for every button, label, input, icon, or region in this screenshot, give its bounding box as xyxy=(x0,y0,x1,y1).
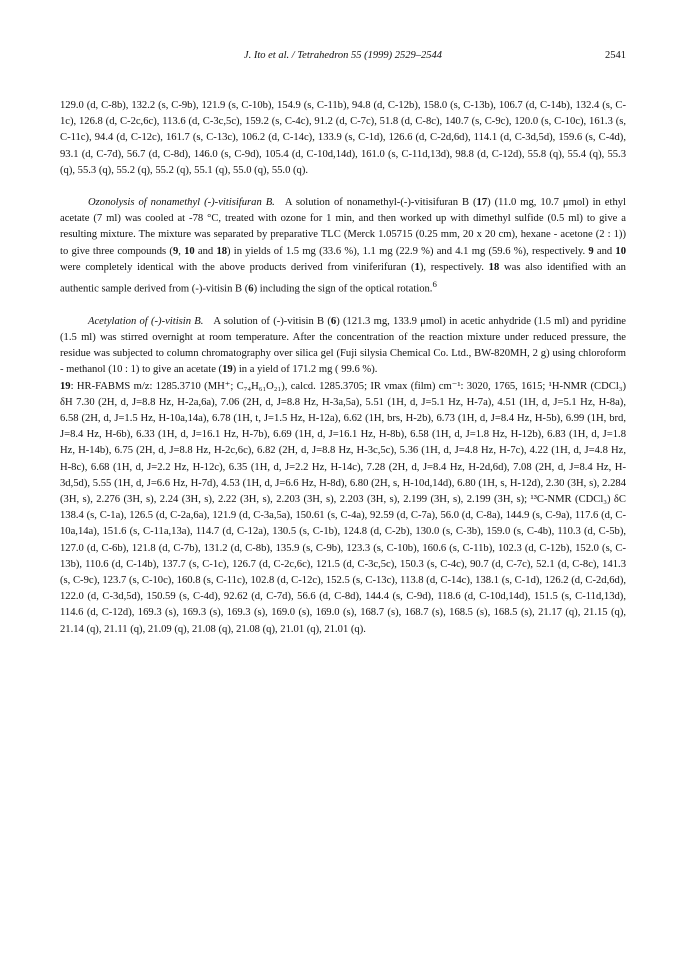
acetylation-text: ) (121.3 mg, 133.9 μmol) in acetic anhydride (1.5 ml) and pyridine (1.5 ml) was stirred overnight at room temperature. After the concentration of the reaction mixture under reduced pressure, the residue was subjected to column chromatography over silica gel (Fuji silysia Chemical Co. Ltd., BW-820MH, 2 g) using chloroform - methanol (10 : 1) to give an acetate ( xyxy=(60,315,627,376)
ozonolysis-text: ) (11.0 mg, 10.7 μmol) in ethyl acetate (7 ml) was cooled at -78 °C, treated with ozone for 1 min, and then worked up with dimethyl sulfide (0.5 ml) to give a resulting mixture. The mixture was separated by preparative TLC (Merck 1.05715 (0.25 mm, 20 x 20 cm), hexane - acetone (2 : 1)) to give three compounds ( xyxy=(60,197,626,257)
compound-ref: 18 xyxy=(488,261,500,273)
compound-ref: 9 xyxy=(172,245,179,257)
spectral-data: : HR-FABMS m/z: 1285.3710 (MH⁺; C₇₄H₆₁O₂₁), calcd. 1285.3705; IR νmax (film) cm⁻¹: 3020, 1765, 1615; ¹H-NMR (CDCl₃) δH 7.30 (2H, d, J=8.8 Hz, H-2a,6a), 7.06 (2H, d, J=8.8 Hz, H-3a,5a), 5.51 (1H, d, J=5.1 Hz, H-7a), 4.51 (1H, d, J=5.1 Hz, H-8a), 6.58 (2H, d, J=1.5 Hz, H-10a,14a), 6.78 (1H, t, J=1.5 Hz, H-12a), 6.62 (1H, brs, H-2b), 6.73 (1H, d, J=8.4 Hz, H-5b), 6.99 (1H, brd, J=8.4 Hz, H-6b), 6.33 (1H, d, J=16.1 Hz, H-7b), 6.69 (1H, d, J=16.1 Hz, H-8b), 6.58 (1H, d, J=1.8 Hz, H-12b), 6.83 (1H, d, J=1.8 Hz, H-14b), 6.75 (2H, d, J=8.8 Hz, H-2c,6c), 6.82 (2H, d, J=8.8 Hz, H-3c,5c), 5.36 (1H, d, J=4.8 Hz, H-7c), 4.22 (1H, d, J=4.8 Hz, H-8c), 6.68 (1H, d, J=2.2 Hz, H-12c), 6.35 (1H, d, J=2.2 Hz, H-14c), 7.28 (2H, d, J=8.4 Hz, H-2d,6d), 7.08 (2H, d, J=8.4 Hz, H-3d,5d), 5.55 (1H, d, J=6.6 Hz, H-7d), 4.53 (1H, d, J=6.6 Hz, H-8d), 6.80 (2H, s, H-10d,14d), 6.80 (1H, s, H-12d), 2.30 (3H, s), 2.284 (3H, s), 2.276 (3H, s), 2.24 (3H, s), 2.22 (3H, s), 2.203 (3H, s), 2.203 (3H, s), 2.199 (3H, s), 2.199 (3H, s); ¹³C-NMR (CDCl₃) δC 138.4 (s, C-1a), 126.5 (d, C-2a,6a), 121.9 (d, C-3a,5a), 150.61 (s, C-4a), 92.59 (d, C-7a), 56.0 (d, C-8a), 144.9 (s, C-9a), 117.6 (d, C-10a,14a), 151.6 (s, C-11a,13a), 114.7 (d, C-12a), 130.5 (s, C-1b), 124.8 (d, C-2b), 130.0 (s, C-3b), 159.0 (s, C-4b), 110.3 (d, C-5b), 127.0 (d, C-6b), 121.8 (d, C-7b), 131.2 (d, C-8b), 135.9 (s, C-9b), 123.3 (s, C-10b), 160.6 (s, C-11b), 102.3 (d, C-12b), 152.0 (s, C-13b), 110.6 (d, C-14b), 137.7 (s, C-1c), 126.7 (d, C-2c,6c), 121.5 (d, C-3c,5c), 150.3 (s, C-4c), 90.7 (d, C-7c), 52.1 (d, C-8c), 141.3 (s, C-9c), 123.7 (s, C-10c), 160.8 (s, C-11c), 102.8 (d, C-12c), 152.5 (s, C-13c), 113.8 (d, C-14c), 138.1 (s, C-1d), 126.2 (d, C-2d,6d), 122.0 (d, C-3d,5d), 150.59 (s, C-4d), 92.62 (d, C-7d), 56.6 (d, C-8d), 144.4 (s, C-9d), 118.6 (d, C-10d,14d), 151.5 (s, C-11d,13d), 114.6 (d, C-12d), 169.3 (s), 169.3 (s), 169.3 (s), 169.0 (s), 169.0 (s), 168.7 (s), 168.7 (s), 168.5 (s), 168.5 (s), 21.17 (q), 21.15 (q), 21.14 (q), 21.11 (q), 21.09 (q), 21.08 (q), 21.08 (q), 21.01 (q), 21.01 (q). xyxy=(60,380,626,635)
compound-ref: 6 xyxy=(248,283,254,295)
acetylation-text: ) in a yield of 171.2 mg ( 99.6 %). xyxy=(232,364,378,376)
compound-ref: 6 xyxy=(330,315,337,327)
ozonolysis-text: ), respectively. xyxy=(419,261,489,273)
ozonolysis-text: A solution of nonamethyl-(-)-vitisifuran B ( xyxy=(284,197,477,209)
ozonolysis-text: and xyxy=(593,245,616,257)
page-number: 2541 xyxy=(605,50,626,61)
acetylation-text: A solution of (-)-vitisin B ( xyxy=(213,315,331,327)
acetylation-heading: Acetylation of (-)-vitisin B. xyxy=(88,315,204,327)
compound-ref: 19 xyxy=(222,364,233,376)
nmr-continuation-paragraph: 129.0 (d, C-8b), 132.2 (s, C-9b), 121.9 (s, C-10b), 154.9 (s, C-11b), 94.8 (d, C-12b), 158.0 (s, C-13b), 106.7 (d, C-14b), 132.4 (s, C-1c), 126.8 (d, C-2c,6c), 113.6 (d, C-3c,5c), 159.2 (s, C-4c), 91.2 (d, C-7c), 51.8 (d, C-8c), 140.7 (s, C-9c), 120.0 (s, C-10c), 161.3 (s, C-11c), 94.4 (d, C-12c), 161.7 (s, C-13c), 106.2 (d, C-14c), 133.9 (s, C-1d), 126.6 (d, C-2d,6d), 114.1 (d, C-3d,5d), 159.6 (s, C-4d), 93.1 (d, C-7d), 56.7 (d, C-8d), 146.0 (s, C-9d), 105.4 (d, C-10d,14d), 161.0 (s, C-11d,13d), 98.8 (d, C-12d), 55.8 (q), 55.4 (q), 55.3 (q), 55.3 (q), 55.2 (q), 55.2 (q), 55.1 (q), 55.0 (q), 55.0 (q). xyxy=(60,100,626,176)
ozonolysis-text: ) in yields of 1.5 mg (33.6 %), 1.1 mg (22.9 %) and 4.1 mg (59.6 %), respectively. xyxy=(227,245,589,257)
compound-ref: 17 xyxy=(476,197,488,209)
reference-superscript: 6 xyxy=(432,279,437,290)
compound-ref: 18 xyxy=(216,245,228,257)
page-header xyxy=(60,50,626,66)
ozonolysis-text: were completely identical with the above products derived from viniferifuran ( xyxy=(60,261,415,273)
compound-ref: 1 xyxy=(414,261,420,273)
compound-ref: 10 xyxy=(615,245,626,257)
ozonolysis-text: was also identified with an authentic sample derived from (-)-vitisin B ( xyxy=(60,261,626,295)
compound-19-data-paragraph xyxy=(60,379,626,638)
experimental-section xyxy=(60,98,626,638)
running-head: J. Ito et al. / Tetrahedron 55 (1999) 2529–2544 xyxy=(243,50,443,61)
ozonolysis-text: , xyxy=(178,245,185,257)
compound-label: 19 xyxy=(60,380,71,392)
ozonolysis-heading: Ozonolysis of nonamethyl (-)-vitisifuran B. xyxy=(88,197,275,209)
acetylation-paragraph xyxy=(60,314,626,379)
compound-ref: 9 xyxy=(588,245,594,257)
compound-ref: 10 xyxy=(184,245,195,257)
ozonolysis-text: ) including the sign of the optical rotation. xyxy=(253,283,433,295)
ozonolysis-text: and xyxy=(194,245,217,257)
ozonolysis-paragraph xyxy=(60,195,626,298)
